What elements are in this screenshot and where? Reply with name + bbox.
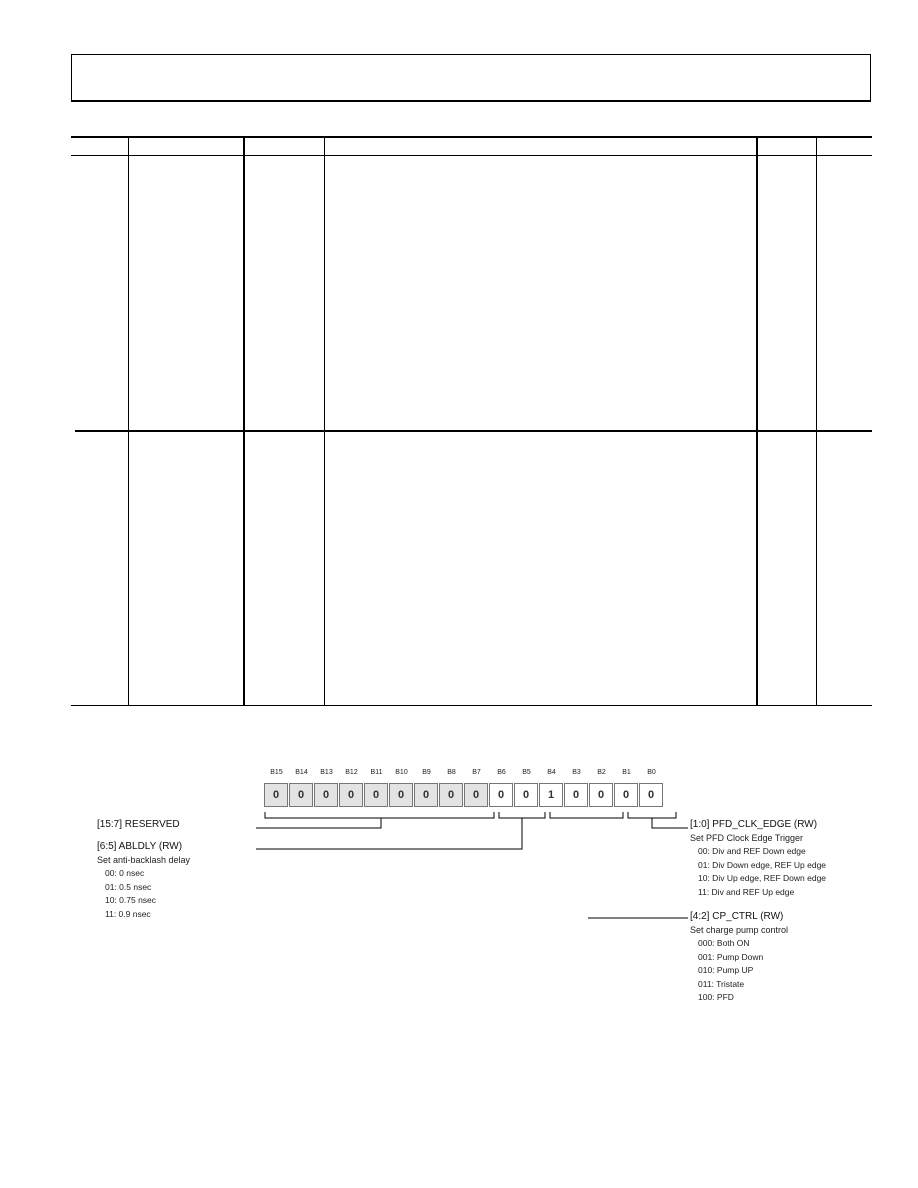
bit-label: B2 — [597, 769, 606, 776]
bit-cell: 1 — [539, 783, 563, 807]
pfd-clk-edge-field — [690, 818, 826, 899]
table-col-divider — [128, 138, 129, 706]
cp-ctrl-option: 100: PFD — [698, 992, 734, 1002]
reserved-field — [97, 818, 180, 832]
bit-label: B10 — [395, 769, 408, 776]
bit-label: B8 — [447, 769, 456, 776]
pfd-clk-edge-leader — [652, 818, 688, 828]
bit-cell: 0 — [489, 783, 513, 807]
pfd-clk-edge-option: 00: Div and REF Down edge — [698, 846, 806, 856]
pfd-clk-edge-field-description: Set PFD Clock Edge Trigger — [690, 832, 804, 843]
abldly-option: 10: 0.75 nsec — [105, 895, 157, 905]
bit-label: B1 — [622, 769, 631, 776]
bit-label: B13 — [320, 769, 333, 776]
bit-cell: 0 — [389, 783, 413, 807]
abldly-field-title: [6:5] ABLDLY (RW) — [97, 841, 183, 852]
bit-label-row — [263, 769, 681, 781]
abldly-option: 01: 0.5 nsec — [105, 881, 152, 892]
bit-label: B3 — [572, 769, 581, 776]
bit-label: B12 — [345, 769, 358, 776]
bit-label: B6 — [497, 769, 506, 776]
bit-cell: 0 — [439, 783, 463, 807]
cp-ctrl-option: 011: Tristate — [698, 978, 745, 989]
pfd-clk-edge-option: 10: Div Up edge, REF Down edge — [698, 873, 827, 883]
cp-ctrl-option: 001: Pump Down — [698, 951, 764, 962]
bit-cell: 0 — [564, 783, 588, 807]
table-row-divider — [75, 430, 872, 432]
register-bitmap — [263, 769, 681, 819]
bit-cell: 0 — [464, 783, 488, 807]
bit-cell: 0 — [339, 783, 363, 807]
bit-label: B9 — [422, 769, 431, 776]
abldly-leader — [256, 818, 522, 849]
pfd-clk-edge-field-title: [1:0] PFD_CLK_EDGE (RW) — [690, 819, 818, 830]
bit-cell: 0 — [514, 783, 538, 807]
page-header-box — [71, 54, 871, 102]
bit-cell: 0 — [614, 783, 638, 807]
abldly-option: 11: 0.9 nsec — [105, 908, 151, 919]
abldly-option: 00: 0 nsec — [105, 868, 145, 878]
table-header-rule — [71, 155, 872, 156]
table-top-rule — [71, 136, 872, 138]
table-col-divider — [816, 138, 817, 706]
bit-cell: 0 — [589, 783, 613, 807]
table-col-divider — [324, 138, 325, 706]
cp-ctrl-option: 010: Pump UP — [698, 965, 754, 975]
bit-label: B7 — [472, 769, 481, 776]
bit-label: B14 — [295, 769, 308, 776]
cp-ctrl-option: 000: Both ON — [698, 938, 750, 948]
bit-cell-row — [264, 783, 664, 809]
pfd-clk-edge-option: 11: Div and REF Up edge — [698, 886, 795, 897]
cp-ctrl-field-description: Set charge pump control — [690, 924, 789, 935]
abldly-field — [97, 840, 190, 921]
bit-label: B11 — [370, 769, 383, 776]
reserved-field-title: [15:7] RESERVED — [97, 819, 180, 830]
pfd-clk-edge-option: 01: Div Down edge, REF Up edge — [698, 859, 827, 870]
bit-cell: 0 — [639, 783, 663, 807]
reserved-leader — [256, 818, 381, 828]
table-bottom-rule — [71, 705, 872, 706]
bit-label: B0 — [647, 769, 656, 776]
bit-cell: 0 — [264, 783, 288, 807]
bit-cell: 0 — [364, 783, 388, 807]
bit-cell: 0 — [414, 783, 438, 807]
table-col-divider — [243, 138, 245, 706]
bit-label: B15 — [270, 769, 283, 776]
bit-cell: 0 — [314, 783, 338, 807]
bit-cell: 0 — [289, 783, 313, 807]
bit-label: B4 — [547, 769, 556, 776]
abldly-field-description: Set anti-backlash delay — [97, 854, 191, 865]
cp-ctrl-field — [690, 910, 788, 1005]
cp-ctrl-field-title: [4:2] CP_CTRL (RW) — [690, 911, 784, 922]
table-col-divider — [756, 138, 758, 706]
bit-label: B5 — [522, 769, 531, 776]
